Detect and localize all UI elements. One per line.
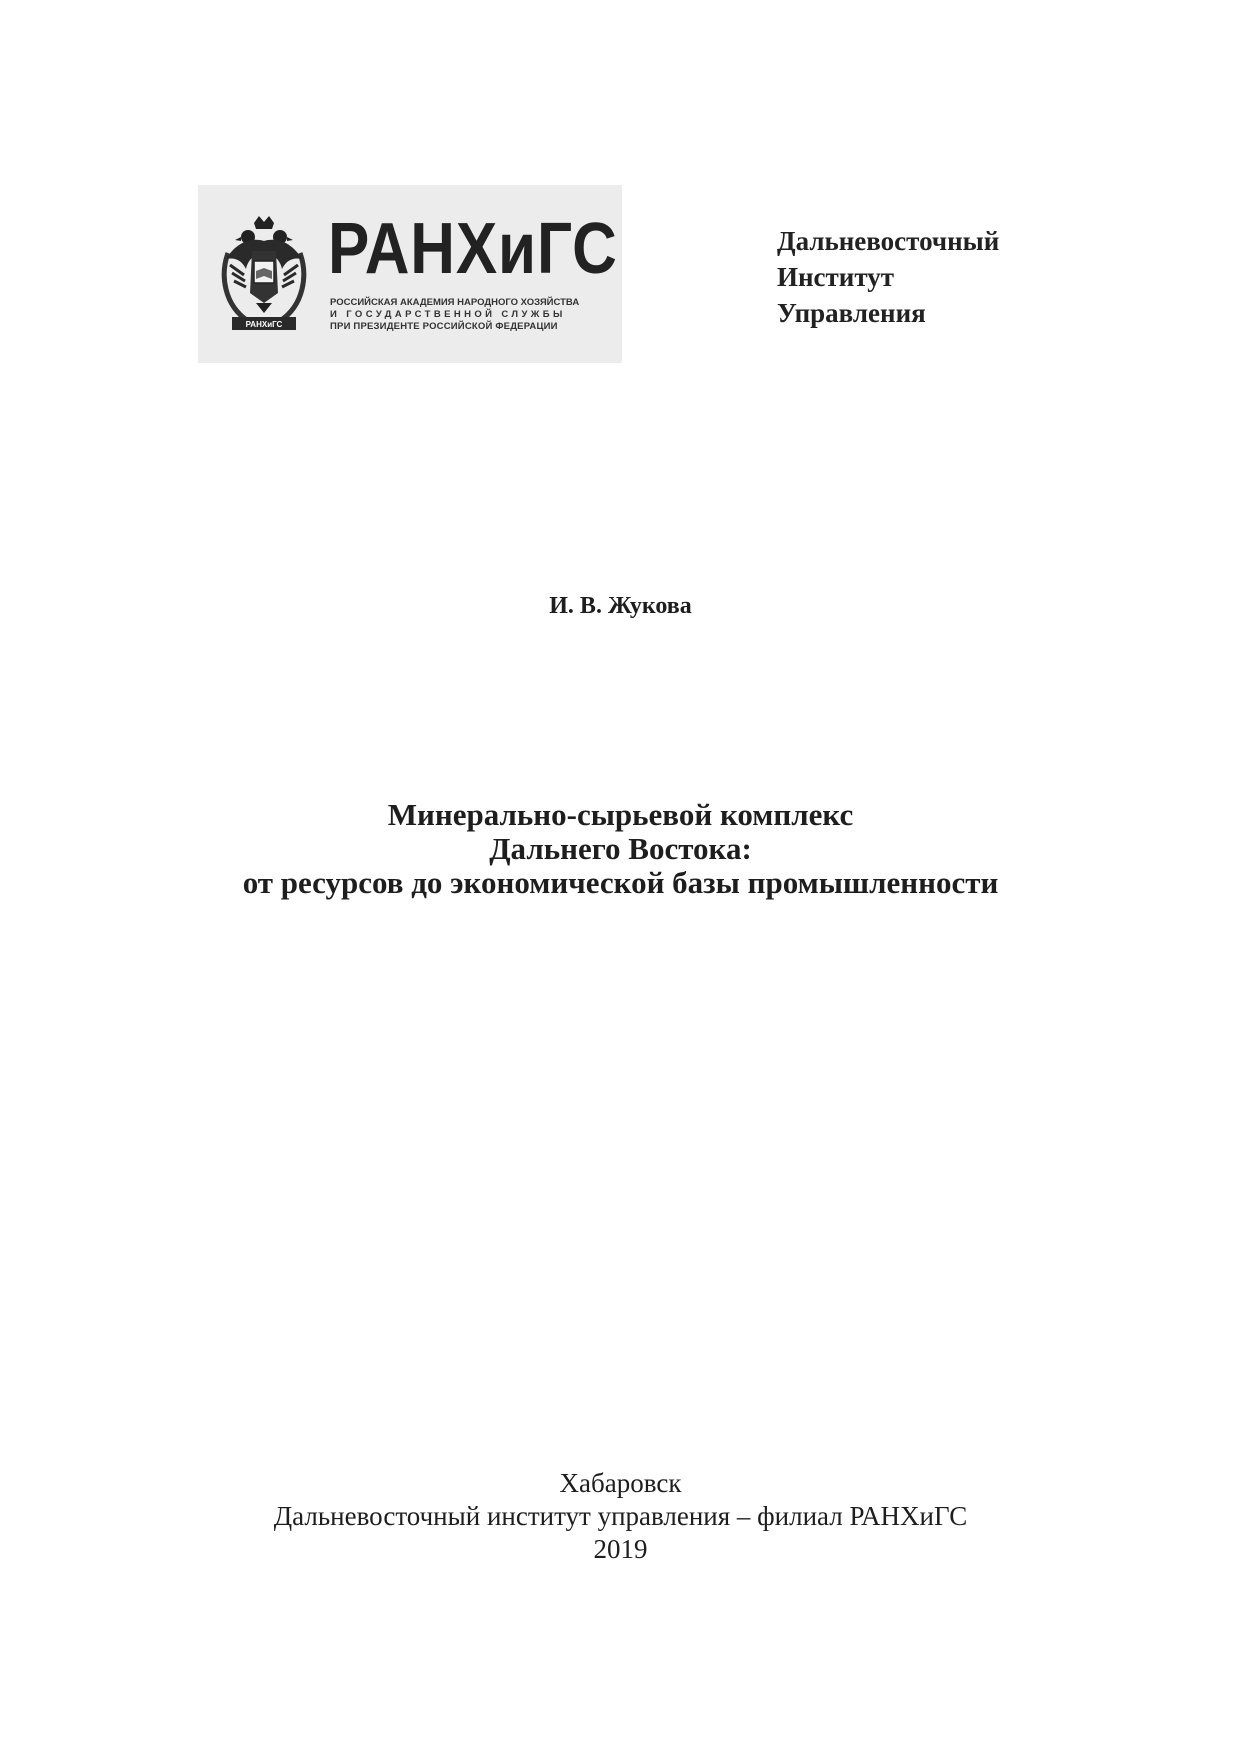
author-name: И. В. Жукова — [549, 593, 692, 619]
imprint-year: 2019 — [593, 1534, 648, 1564]
title-line1: Минерально-сырьевой комплекс — [387, 797, 854, 832]
logo-subtitle-line3: ПРИ ПРЕЗИДЕНТЕ РОССИЙСКОЙ ФЕДЕРАЦИИ — [330, 321, 558, 332]
double-headed-eagle-emblem-icon — [214, 213, 314, 338]
institute-line3: Управления — [777, 298, 926, 328]
institute-line2: Институт — [777, 262, 895, 292]
logo-subtitle-line1: РОССИЙСКАЯ АКАДЕМИЯ НАРОДНОГО ХОЗЯЙСТВА — [330, 297, 580, 308]
institute-name — [777, 223, 999, 331]
institute-line1: Дальневосточный — [777, 226, 1000, 256]
logo-subtitle-line2: И ГОСУДАРСТВЕННОЙ СЛУЖБЫ — [330, 309, 566, 320]
ranepa-logo — [198, 185, 622, 363]
title-line3: от ресурсов до экономической базы промышленности — [242, 865, 999, 900]
title-line2: Дальнего Востока: — [489, 831, 752, 866]
logo-wordmark: РАНХиГС — [328, 209, 618, 289]
emblem-ribbon-text: РАНХиГС — [245, 320, 283, 329]
imprint-publisher: Дальневосточный институт управления – филиал РАНХиГС — [273, 1501, 968, 1531]
imprint-city: Хабаровск — [559, 1468, 682, 1498]
book-title — [0, 798, 1241, 900]
imprint — [0, 1467, 1241, 1566]
